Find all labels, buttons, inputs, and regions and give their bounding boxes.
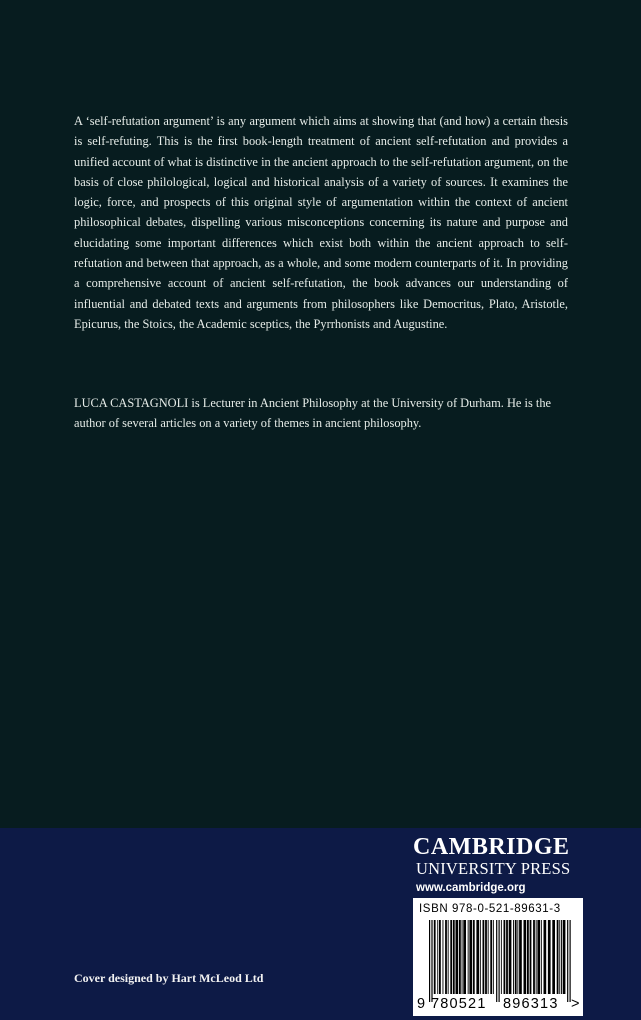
cover-credit: Cover designed by Hart McLeod Ltd bbox=[74, 971, 264, 985]
publisher-subtitle: UNIVERSITY PRESS bbox=[416, 859, 571, 878]
barcode-lead-digit: 9 bbox=[417, 996, 427, 1012]
author-bio: LUCA CASTAGNOLI is Lecturer in Ancient Philosophy at the University of Durham. He is the author of several articles on a variety of themes in ancient philosophy. bbox=[74, 396, 552, 431]
isbn-barcode bbox=[413, 898, 583, 1016]
barcode-left-group: 780521 bbox=[431, 996, 487, 1012]
publisher-logo bbox=[413, 834, 583, 896]
book-description: A ‘self-refutation argument’ is any argument which aims at showing that (and how) a certain thesis is self-refuting. This is the first book-length treatment of ancient self-refutation and provides a unified account of what is distinctive in the ancient approach to the self-refutation argument, on the basis of close philological, logical and historical analysis of a variety of sources. It examines the logic, force, and prospects of this original style of argumentation within the context of ancient philosophical debates, dispelling various misconceptions concerning its nature and purpose and elucidating some important differences which exist both within the ancient approach to self-refutation and between that approach, as a whole, and some modern counterparts of it. In providing a comprehensive account of ancient self-refutation, the book advances our understanding of influential and debated texts and arguments from philosophers like Democritus, Plato, Aristotle, Epicurus, the Stoics, the Academic sceptics, the Pyrrhonists and Augustine. bbox=[74, 114, 568, 331]
barcode-right-group: 896313 bbox=[503, 996, 559, 1012]
publisher-band bbox=[0, 828, 641, 1020]
publisher-name: CAMBRIDGE bbox=[413, 834, 570, 860]
publisher-url: www.cambridge.org bbox=[416, 882, 526, 894]
isbn-label: ISBN 978-0-521-89631-3 bbox=[419, 903, 561, 915]
barcode-marker: > bbox=[571, 996, 581, 1012]
